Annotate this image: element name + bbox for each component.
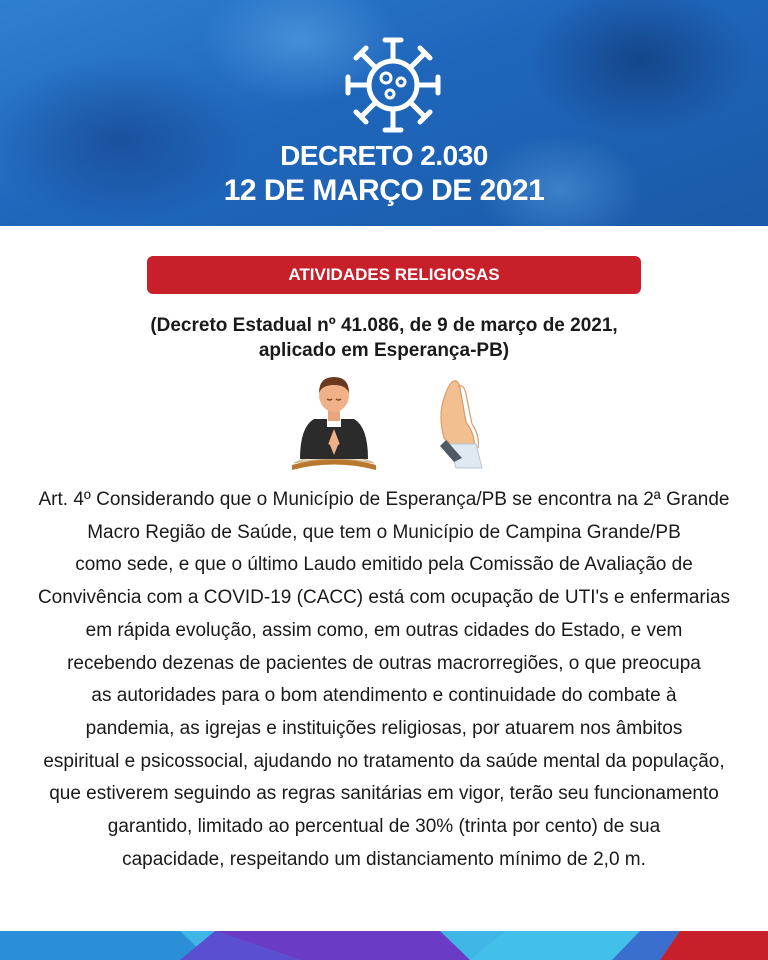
section-title-badge: ATIVIDADES RELIGIOSAS bbox=[147, 256, 641, 294]
article-line: capacidade, respeitando um distanciamento mínimo de 2,0 m. bbox=[122, 848, 646, 870]
article-line: como sede, e que o último Laudo emitido pela Comissão de Avaliação de bbox=[75, 554, 693, 576]
article-text bbox=[10, 484, 758, 876]
article-line: recebendo dezenas de pacientes de outras macrorregiões, o que preocupa bbox=[67, 652, 701, 674]
article-line: as autoridades para o bom atendimento e continuidade do combate à bbox=[91, 685, 677, 707]
article-line: espiritual e psicossocial, ajudando no tratamento da saúde mental da população, bbox=[43, 750, 725, 772]
article-line: em rápida evolução, assim como, em outras cidades do Estado, e vem bbox=[85, 619, 683, 641]
article-line: garantido, limitado ao percentual de 30% (trinta por cento) de sua bbox=[107, 816, 661, 838]
article-line: Art. 4º Considerando que o Município de Esperança/PB se encontra na 2ª Grande bbox=[38, 489, 730, 510]
footer-color-band bbox=[0, 931, 768, 960]
article-line: pandemia, as igrejas e instituições religiosas, por atuarem nos âmbitos bbox=[85, 717, 683, 739]
decree-date: 12 DE MARÇO DE 2021 bbox=[223, 174, 545, 207]
article-line: que estiverem seguindo as regras sanitárias em vigor, terão seu funcionamento bbox=[49, 783, 719, 805]
praying-hands-icon bbox=[428, 378, 490, 470]
reference-line: (Decreto Estadual nº 41.086, de 9 de março de 2021, bbox=[150, 315, 618, 336]
praying-person-icon bbox=[286, 373, 382, 471]
virus-icon bbox=[338, 30, 448, 140]
reference-line: aplicado em Esperança-PB) bbox=[258, 340, 510, 361]
article-line: Macro Região de Saúde, que tem o Município de Campina Grande/PB bbox=[87, 521, 681, 543]
article-line: Convivência com a COVID-19 (CACC) está com ocupação de UTI's e enfermarias bbox=[37, 587, 731, 609]
decree-reference bbox=[0, 313, 768, 363]
decree-number: DECRETO 2.030 bbox=[280, 140, 488, 171]
header-banner bbox=[0, 0, 768, 226]
